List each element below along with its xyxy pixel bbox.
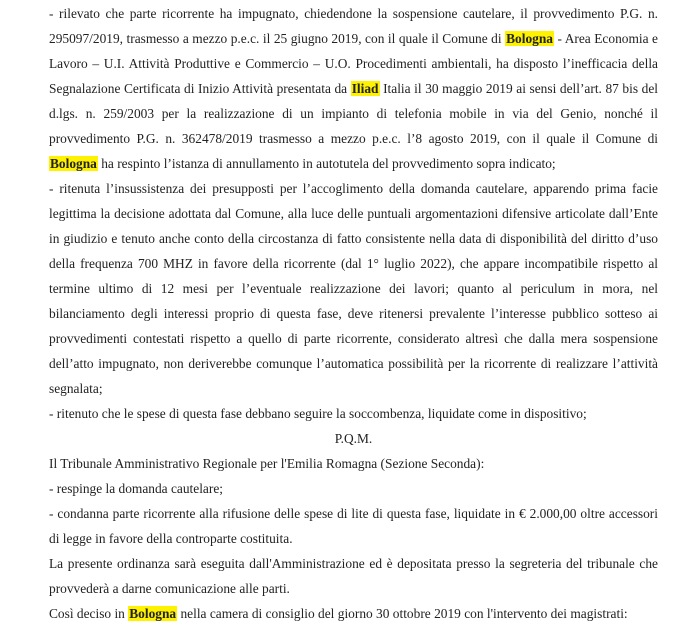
text-segment: Italia il 30 maggio 2019 ai sensi dell’art. 87 bis del d.lgs. n. 259/2003 per la realizzazione di un impianto di telefonia mobile in via del Genio, nonché il provvedimento P.G. n. 362478/2019 trasmesso a mezzo p.e.c. l’8 agosto 2019, con il quale il Comune di xyxy=(49,81,658,146)
paragraph-cosi-deciso xyxy=(49,601,658,626)
text-segment: Così deciso in xyxy=(49,606,129,621)
highlight-iliad: Iliad xyxy=(351,81,379,96)
text-segment: - rilevato che parte ricorrente ha impugnato, chiedendone la sospensione cautelare, il provvedimento P.G. n. 295097/2019, trasmesso a mezzo p.e.c. il 25 giugno 2019, con il quale il Comune di xyxy=(49,6,658,46)
pqm-heading: P.Q.M. xyxy=(334,431,373,446)
paragraph-ritenuta: - ritenuta l’insussistenza dei presupposti per l’accoglimento della domanda cautelare, apparendo prima facie legittima la decisione adottata dal Comune, alla luce delle puntuali argomentazioni difensive articolate dall’Ente in giudizio e tenuto anche conto della circostanza di fatto consistente nella data di disponibilità del diritto d’uso della frequenza 700 MHZ in favore della ricorrente (dal 1° luglio 2022), che appare incompatibile rispetto al termine ultimo di 12 mesi per l’eventuale realizzazione dei lavori; quanto al periculum in mora, nel bilanciamento degli interessi proprio di questa fase, deve ritenersi prevalente l’interesse pubblico sotteso ai provvedimenti contestati rispetto a quello di parte ricorrente, considerato altresì che dalla mera sospensione dell’atto impugnato, non deriverebbe comunque l’automatica possibilità per la ricorrente di realizzare l’attività segnalata; xyxy=(49,181,658,396)
highlight-bologna: Bologna xyxy=(506,31,553,46)
paragraph-spese: - ritenuto che le spese di questa fase debbano seguire la soccombenza, liquidate come in dispositivo; xyxy=(49,406,587,421)
text-segment: ha respinto l’istanza di annullamento in autotutela del provvedimento sopra indicato; xyxy=(97,156,556,171)
paragraph-ordinanza: La presente ordinanza sarà eseguita dall'Amministrazione ed è depositata presso la segreteria del tribunale che provvederà a darne comunicazione alle parti. xyxy=(49,556,658,596)
highlight-bologna: Bologna xyxy=(129,606,177,621)
highlight-bologna: Bologna xyxy=(50,156,97,171)
text-segment: nella camera di consiglio del giorno 30 ottobre 2019 con l'intervento dei magistrati: xyxy=(177,606,628,621)
text-segment: - Area Economia e Lavoro – U.I. Attività Produttive e Commercio – U.O. Procedimenti ambientali, ha disposto l’inefficacia della Segnalazione Certificata di Inizio Attività presentata da xyxy=(49,31,658,96)
paragraph-respinge: - respinge la domanda cautelare; xyxy=(49,481,223,496)
paragraph-tribunale: Il Tribunale Amministrativo Regionale per l'Emilia Romagna (Sezione Seconda): xyxy=(49,456,485,471)
paragraph-condanna: - condanna parte ricorrente alla rifusione delle spese di lite di questa fase, liquidate in € 2.000,00 oltre accessori di legge in favore della controparte costituita. xyxy=(49,506,658,546)
paragraph-rilevato xyxy=(49,1,658,176)
